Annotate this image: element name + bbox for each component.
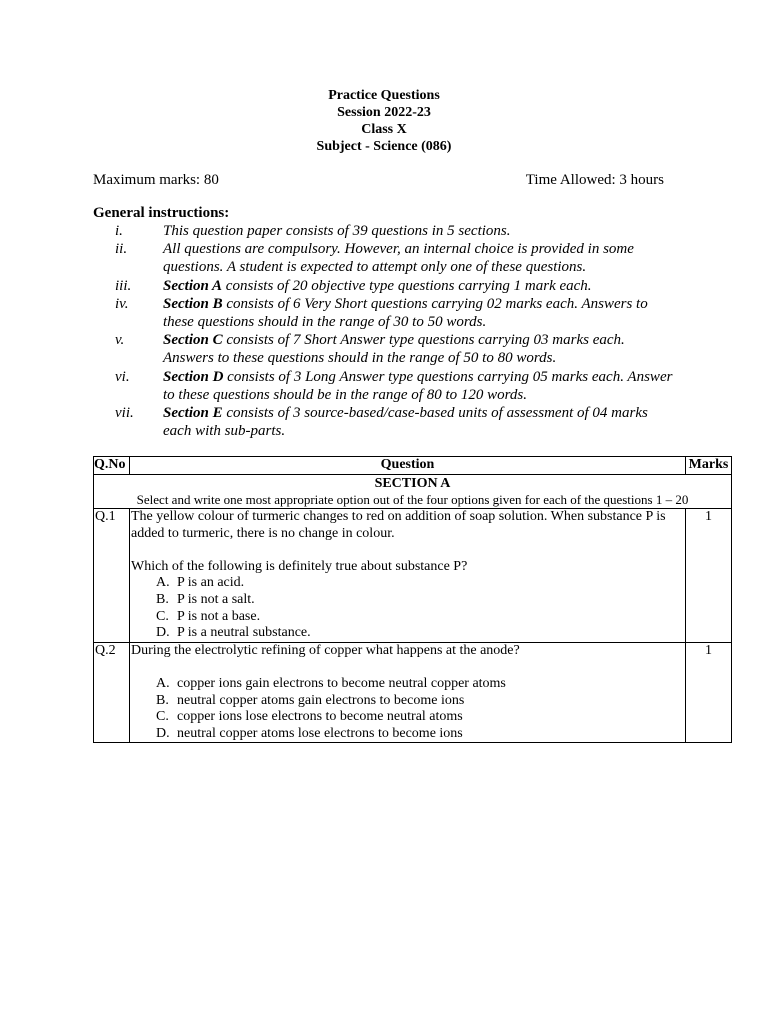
section-name: Section B (163, 295, 223, 312)
instruction-text (163, 368, 673, 404)
question-cell (130, 509, 686, 643)
instruction-item (93, 240, 673, 276)
instruction-text (163, 295, 673, 331)
option-item (156, 609, 684, 626)
instruction-number: vi. (115, 368, 130, 385)
section-name: Section E (163, 405, 223, 422)
section-name: Section D (163, 368, 224, 385)
document-header (0, 87, 768, 155)
questions-table (93, 456, 732, 743)
instruction-item (93, 295, 673, 331)
header-subject: Subject - Science (086) (316, 139, 452, 154)
instruction-text (163, 404, 673, 440)
instruction-number: iv. (115, 295, 129, 312)
option-letter: D. (156, 725, 170, 741)
instruction-item (93, 368, 673, 404)
option-text: P is not a salt. (177, 591, 255, 607)
table-row (94, 509, 732, 643)
instruction-body: consists of 20 objective type questions carrying 1 mark each. (222, 277, 592, 294)
instruction-number: vii. (115, 405, 134, 422)
section-cell (94, 475, 732, 509)
instruction-text (163, 240, 673, 276)
instruction-number: v. (115, 332, 125, 349)
option-letter: A. (156, 575, 170, 591)
instruction-body: consists of 7 Short Answer type questions carrying 03 marks each. Answers to these questions should in the range of 50 to 80 words. (163, 332, 625, 367)
options-list (131, 676, 684, 742)
option-text: neutral copper atoms lose electrons to become ions (177, 725, 463, 741)
option-item (156, 726, 684, 743)
option-letter: C. (156, 608, 169, 624)
question-stem: During the electrolytic refining of copper what happens at the anode? (131, 642, 520, 658)
question-cell (130, 642, 686, 743)
instruction-item (93, 277, 673, 295)
instruction-body: consists of 3 Long Answer type questions carrying 05 marks each. Answer to these questions should be in the range of 80 to 120 words. (163, 368, 673, 403)
option-item (156, 676, 684, 693)
option-letter: B. (156, 591, 169, 607)
question-number: Q.2 (94, 642, 130, 743)
header-title: Practice Questions (328, 88, 440, 103)
section-row (94, 475, 732, 509)
question-marks: 1 (686, 509, 732, 643)
instruction-item (93, 404, 673, 440)
option-text: P is a neutral substance. (177, 625, 311, 641)
instruction-body: This question paper consists of 39 questions in 5 sections. (163, 223, 511, 239)
instructions-list (93, 222, 673, 440)
option-letter: B. (156, 692, 169, 708)
instruction-body: consists of 3 source-based/case-based units of assessment of 04 marks each with sub-parts. (163, 405, 648, 440)
option-item (156, 693, 684, 710)
section-title: SECTION A (374, 476, 451, 491)
question-header: Question (130, 457, 686, 475)
instruction-number: iii. (115, 277, 132, 294)
instruction-text (163, 331, 673, 367)
instruction-body: consists of 6 Very Short questions carrying 02 marks each. Answers to these questions should in the range of 30 to 50 words. (163, 295, 648, 331)
general-instructions-title: General instructions: (93, 205, 230, 221)
option-text: neutral copper atoms gain electrons to become ions (177, 692, 465, 708)
time-allowed: Time Allowed: 3 hours (525, 172, 664, 188)
question-marks: 1 (686, 642, 732, 743)
option-item (156, 709, 684, 726)
instruction-item (93, 331, 673, 367)
table-header-row (94, 457, 732, 475)
instruction-text (163, 222, 673, 240)
instruction-number: ii. (115, 241, 128, 258)
option-letter: D. (156, 625, 170, 641)
instruction-text (163, 277, 673, 295)
option-text: copper ions gain electrons to become neutral copper atoms (177, 675, 506, 691)
section-name: Section C (163, 332, 223, 349)
question-number: Q.1 (94, 509, 130, 643)
option-letter: A. (156, 675, 170, 691)
header-class: Class X (361, 122, 407, 137)
option-item (156, 592, 684, 609)
exam-meta-row (93, 172, 664, 189)
instruction-item (93, 222, 673, 240)
option-letter: C. (156, 709, 169, 725)
section-note: Select and write one most appropriate option out of the four options given for each of the questions 1 – 20 (136, 492, 689, 507)
question-prompt: Which of the following is definitely true about substance P? (131, 558, 468, 574)
option-text: P is not a base. (177, 608, 261, 624)
table-row (94, 642, 732, 743)
qno-header: Q.No (94, 457, 130, 475)
maximum-marks: Maximum marks: 80 (93, 172, 219, 188)
option-item (156, 575, 684, 592)
option-item (156, 625, 684, 642)
option-text: copper ions lose electrons to become neutral atoms (177, 709, 463, 725)
instruction-number: i. (115, 223, 123, 239)
header-session: Session 2022-23 (337, 105, 431, 120)
question-stem: The yellow colour of turmeric changes to red on addition of soap solution. When substance P is added to turmeric, there is no change in colour. (131, 509, 666, 541)
instruction-body: All questions are compulsory. However, an internal choice is provided in some questions. A student is expected to attempt only one of these questions. (163, 241, 634, 276)
options-list (131, 575, 684, 641)
option-text: P is an acid. (177, 575, 245, 591)
marks-header: Marks (686, 457, 732, 475)
section-name: Section A (163, 277, 223, 294)
